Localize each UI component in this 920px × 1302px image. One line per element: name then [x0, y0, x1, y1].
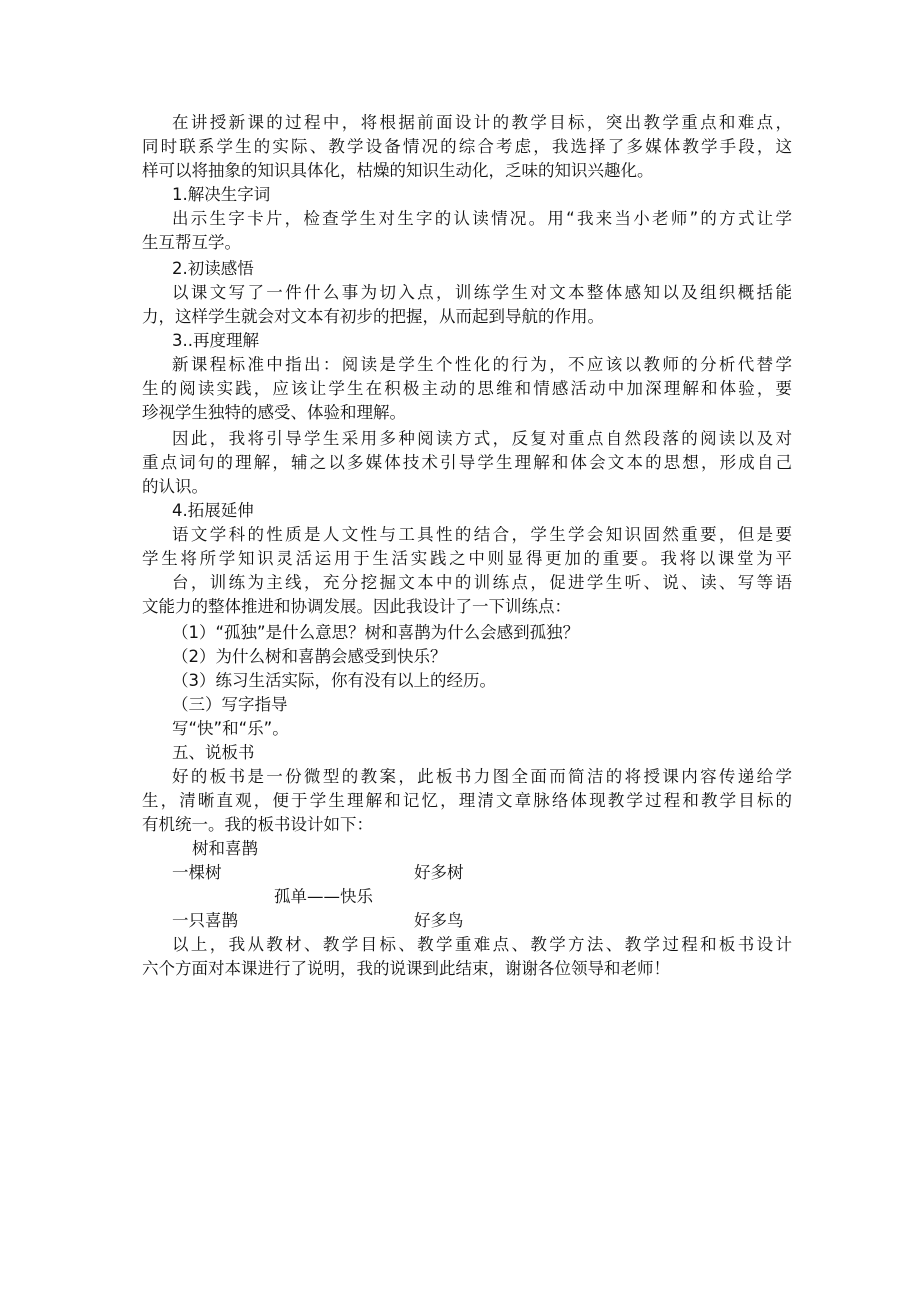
- paragraph-line: 新课程标准中指出：阅读是学生个性化的行为，不应该以教师的分析代替学: [172, 355, 792, 374]
- paragraph-line: 以上，我从教材、教学目标、教学重难点、教学方法、教学过程和板书设计: [172, 935, 792, 954]
- paragraph-line: 重点词句的理解，辅之以多媒体技术引导学生理解和体会文本的思想，形成自己: [142, 453, 792, 472]
- paragraph-line: 的认识。: [142, 477, 208, 496]
- paragraph-line: 样可以将抽象的知识具体化，枯燥的知识生动化，乏味的知识兴趣化。: [142, 161, 654, 180]
- paragraph-line: 学生将所学知识灵活运用于生活实践之中则显得更加的重要。我将以课堂为平: [142, 549, 792, 568]
- paragraph-line: 生，清晰直观，便于学生理解和记忆，理清文章脉络体现教学过程和教学目标的: [142, 791, 792, 810]
- paragraph-line: 生的阅读实践，应该让学生在积极主动的思维和情感活动中加深理解和体验，要: [142, 379, 792, 398]
- list-item: （1）“孤独”是什么意思？树和喜鹊为什么会感到孤独？: [172, 623, 580, 642]
- blackboard-left-1: 一棵树: [172, 863, 222, 882]
- paragraph-line: 台，训练为主线，充分挖掘文本中的训练点，促进学生听、说、读、写等语: [172, 573, 792, 592]
- paragraph-line: 因此，我将引导学生采用多种阅读方式，反复对重点自然段落的阅读以及对: [172, 429, 792, 448]
- paragraph-line: 力，这样学生就会对文本有初步的把握，从而起到导航的作用。: [142, 307, 604, 326]
- section-heading: 2.初读感悟: [172, 259, 254, 278]
- section-heading: 五、说板书: [172, 743, 255, 762]
- paragraph-line: 语文学科的性质是人文性与工具性的结合，学生学会知识固然重要，但是要: [172, 525, 792, 544]
- paragraph-line: 好的板书是一份微型的教案，此板书力图全面而简洁的将授课内容传递给学: [172, 767, 792, 786]
- section-heading: （三）写字指导: [172, 695, 288, 714]
- paragraph-line: 珍视学生独特的感受、体验和理解。: [142, 403, 406, 422]
- paragraph-line: 写“快”和“乐”。: [172, 719, 289, 738]
- section-heading: 4.拓展延伸: [172, 501, 254, 520]
- blackboard-right-1: 好多树: [414, 863, 464, 882]
- paragraph-line: 文能力的整体推进和协调发展。因此我设计了一下训练点：: [142, 597, 571, 616]
- blackboard-left-2: 一只喜鹊: [172, 911, 238, 930]
- paragraph-line: 六个方面对本课进行了说明，我的说课到此结束，谢谢各位领导和老师！: [142, 959, 670, 978]
- paragraph-line: 有机统一。我的板书设计如下：: [142, 815, 373, 834]
- list-item: （3）练习生活实际，你有没有以上的经历。: [172, 671, 496, 690]
- section-heading: 1.解决生字词: [172, 185, 271, 204]
- section-heading: 3..再度理解: [172, 331, 259, 350]
- paragraph-line: 同时联系学生的实际、教学设备情况的综合考虑，我选择了多媒体教学手段，这: [142, 137, 792, 156]
- blackboard-center: 孤单——快乐: [274, 887, 373, 906]
- blackboard-title: 树和喜鹊: [192, 839, 258, 858]
- paragraph-line: 出示生字卡片，检查学生对生字的认读情况。用“我来当小老师”的方式让学: [172, 209, 792, 228]
- blackboard-right-2: 好多鸟: [414, 911, 464, 930]
- list-item: （2）为什么树和喜鹊会感受到快乐？: [172, 647, 447, 666]
- paragraph-line: 在讲授新课的过程中，将根据前面设计的教学目标，突出教学重点和难点，: [172, 113, 792, 132]
- paragraph-line: 生互帮互学。: [142, 233, 241, 252]
- paragraph-line: 以课文写了一件什么事为切入点，训练学生对文本整体感知以及组织概括能: [172, 283, 792, 302]
